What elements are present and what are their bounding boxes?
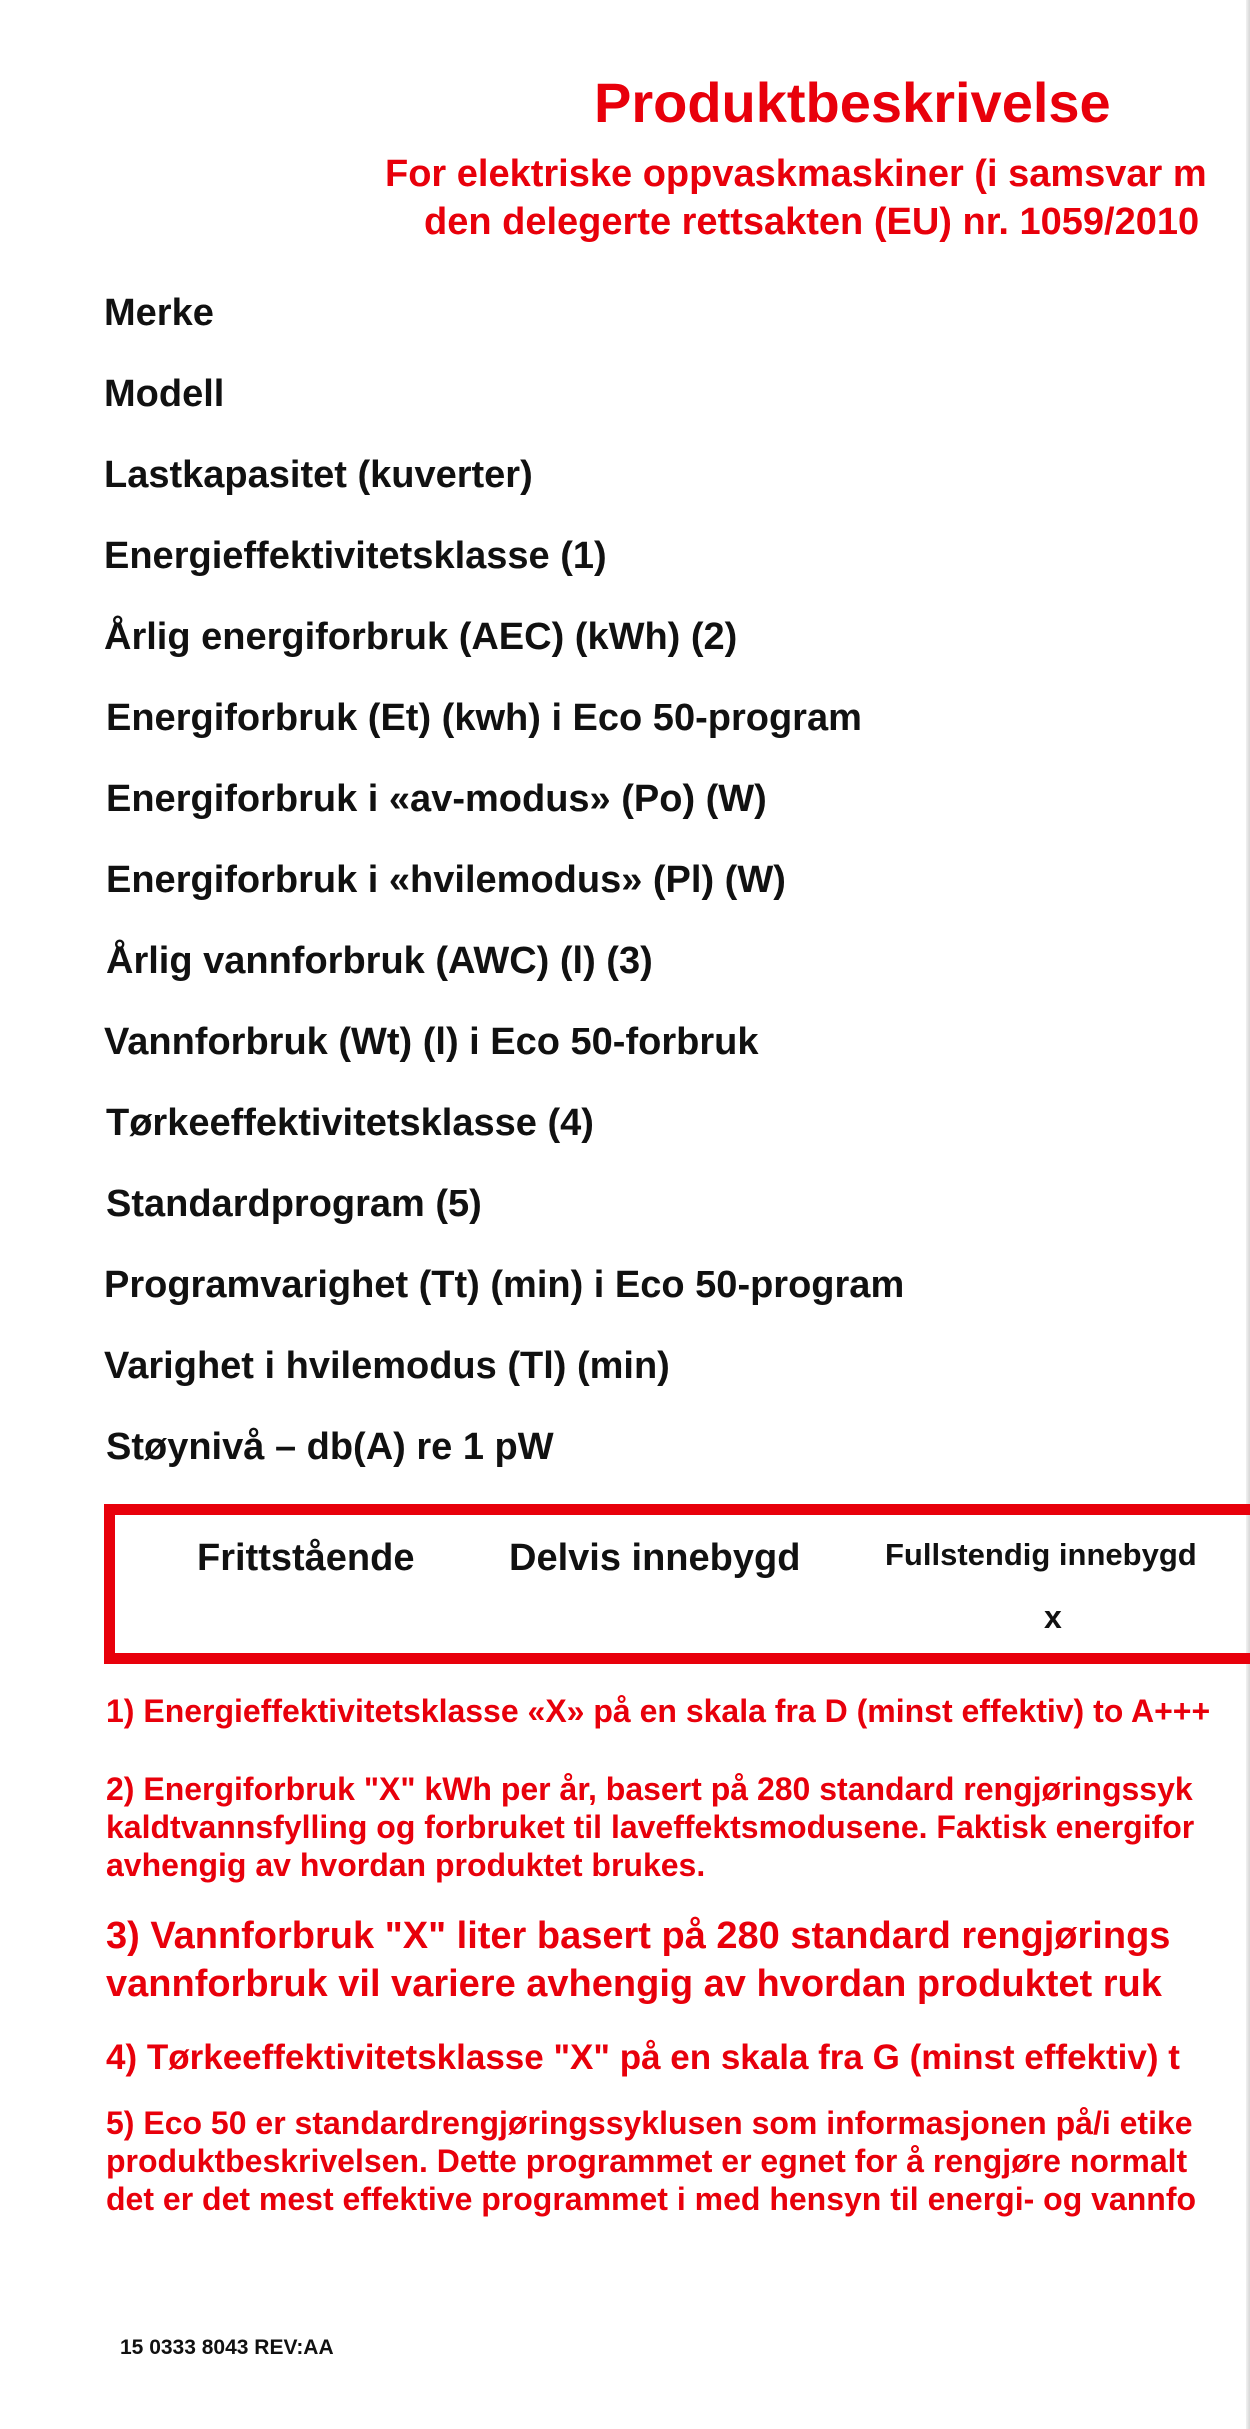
footnote-2 — [106, 1770, 1194, 1884]
footnote-5-line-2: produktbeskrivelsen. Dette programmet er egnet for å rengjøre normalt — [106, 2143, 1188, 2179]
installation-type-box — [104, 1504, 1250, 1664]
footnote-5 — [106, 2104, 1196, 2218]
footnote-2-line-1: 2) Energiforbruk "X" kWh per år, basert på 280 standard rengjøringssyk — [106, 1771, 1193, 1807]
spec-left-on-duration: Varighet i hvilemodus (Tl) (min) — [104, 1345, 670, 1387]
footnote-3 — [106, 1912, 1170, 2008]
spec-energy-eco50: Energiforbruk (Et) (kwh) i Eco 50-program — [106, 697, 862, 739]
spec-brand: Merke — [104, 292, 214, 334]
spec-annual-water: Årlig vannforbruk (AWC) (l) (3) — [106, 940, 653, 982]
footnote-2-line-2: kaldtvannsfylling og forbruket til laveffektsmodusene. Faktisk energifor — [106, 1809, 1195, 1845]
page-title: Produktbeskrivelse — [594, 71, 1111, 134]
spec-standard-program: Standardprogram (5) — [106, 1183, 482, 1225]
footnote-5-line-3: det er det mest effektive programmet i med hensyn til energi- og vannfo — [106, 2181, 1197, 2217]
spec-noise-level: Støynivå – db(A) re 1 pW — [106, 1426, 554, 1468]
footnote-5-line-1: 5) Eco 50 er standardrengjøringssyklusen som informasjonen på/i etike — [106, 2105, 1193, 2141]
footnote-3-line-1: 3) Vannforbruk "X" liter basert på 280 standard rengjørings — [106, 1915, 1171, 1957]
subtitle-line-1: For elektriske oppvaskmaskiner (i samsvar m — [385, 153, 1207, 195]
footnote-4 — [106, 2036, 1180, 2080]
installation-freestanding: Frittstående — [197, 1537, 415, 1579]
spec-drying-class: Tørkeeffektivitetsklasse (4) — [106, 1102, 594, 1144]
installation-selected-mark: x — [1044, 1599, 1062, 1635]
footnote-1-text: 1) Energieffektivitetsklasse «X» på en skala fra D (minst effektiv) to A+++ — [106, 1693, 1211, 1729]
subtitle-line-2: den delegerte rettsakten (EU) nr. 1059/2010 — [424, 201, 1200, 243]
footnote-4-text: 4) Tørkeeffektivitetsklasse "X" på en skala fra G (minst effektiv) t — [106, 2038, 1180, 2077]
spec-annual-energy: Årlig energiforbruk (AEC) (kWh) (2) — [104, 616, 738, 658]
spec-left-on-mode: Energiforbruk i «hvilemodus» (Pl) (W) — [106, 859, 786, 901]
installation-partly-built-in: Delvis innebygd — [509, 1537, 801, 1579]
footnote-3-line-2: vannforbruk vil variere avhengig av hvordan produktet ruk — [106, 1963, 1162, 2005]
spec-program-duration: Programvarighet (Tt) (min) i Eco 50-program — [104, 1264, 905, 1306]
footnote-2-line-3: avhengig av hvordan produktet brukes. — [106, 1847, 706, 1883]
document-code: 15 0333 8043 REV:AA — [120, 2336, 334, 2359]
spec-water-eco50: Vannforbruk (Wt) (l) i Eco 50-forbruk — [104, 1021, 759, 1063]
spec-model: Modell — [104, 373, 225, 415]
spec-off-mode: Energiforbruk i «av-modus» (Po) (W) — [106, 778, 767, 820]
footnote-1 — [106, 1692, 1210, 1730]
spec-energy-class: Energieffektivitetsklasse (1) — [104, 535, 607, 577]
spec-load-capacity: Lastkapasitet (kuverter) — [104, 454, 533, 496]
installation-fully-built-in: Fullstendig innebygd — [885, 1537, 1197, 1572]
